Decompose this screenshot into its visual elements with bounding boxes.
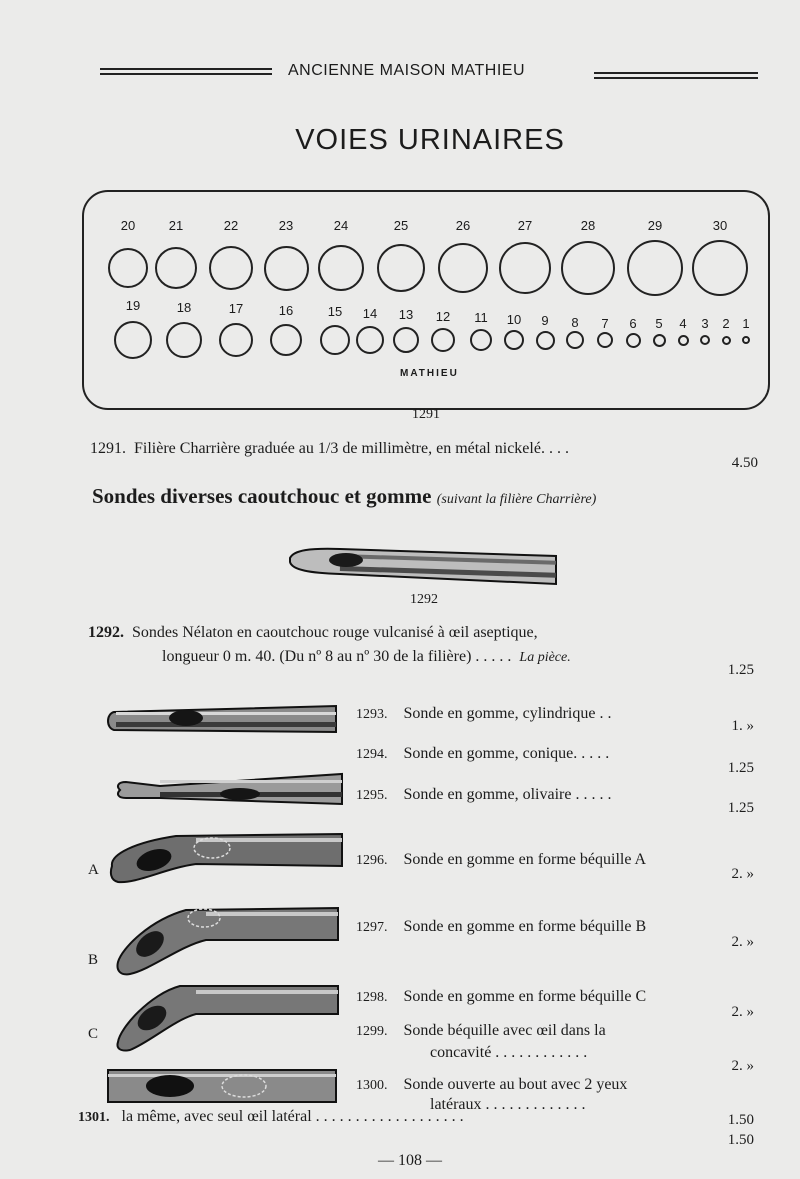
gauge-number-3: 3	[701, 316, 709, 331]
item-1301	[78, 1108, 464, 1126]
gauge-number-18: 18	[176, 299, 192, 315]
price-1300: 1.50	[727, 1112, 754, 1128]
gauge-hole-4	[678, 335, 689, 346]
item-number: 1300.	[356, 1078, 388, 1093]
gauge-hole-17	[219, 323, 253, 357]
price-1291: 4.50	[731, 455, 758, 471]
header-rule-right	[594, 72, 758, 79]
item-number: 1292.	[88, 624, 124, 641]
gauge-hole-15	[320, 325, 350, 355]
item-1299-line1	[356, 1022, 606, 1040]
item-text: Sonde en gomme en forme béquille B	[403, 918, 647, 935]
gauge-hole-5	[653, 334, 666, 347]
gauge-number-13: 13	[398, 307, 414, 322]
price-1301: 1.50	[727, 1132, 754, 1148]
figure-letter-b: B	[88, 952, 99, 968]
catheter-1295-illustration	[110, 770, 346, 810]
gauge-number-7: 7	[601, 316, 609, 331]
gauge-hole-23	[264, 246, 309, 291]
gauge-number-15: 15	[327, 304, 343, 319]
gauge-number-29: 29	[647, 218, 663, 233]
item-text: Sondes Nélaton en caoutchouc rouge vulcanisé à œil aseptique,	[132, 624, 538, 641]
gauge-hole-1	[742, 336, 750, 344]
section-title	[92, 484, 596, 509]
gauge-hole-20	[108, 248, 148, 288]
section-heading: Sondes diverses caoutchouc et gomme	[92, 484, 432, 508]
item-1291	[90, 440, 569, 458]
item-1293	[356, 705, 611, 723]
price-1297: 2. »	[731, 934, 754, 950]
item-number: 1294.	[356, 747, 388, 762]
gauge-maker-label: MATHIEU	[400, 368, 459, 379]
gauge-hole-10	[504, 330, 524, 350]
section-note: (suivant la filière Charrière)	[436, 492, 597, 507]
gauge-number-10: 10	[506, 311, 522, 327]
gauge-hole-22	[209, 246, 253, 290]
gauge-hole-27	[499, 242, 551, 294]
gauge-hole-30	[692, 240, 748, 296]
page-number: — 108 —	[378, 1152, 442, 1169]
item-number: 1295.	[356, 788, 388, 803]
item-number: 1298.	[356, 990, 388, 1005]
gauge-number-12: 12	[435, 308, 451, 324]
item-number: 1293.	[356, 707, 388, 722]
catheter-1297-illustration	[110, 900, 344, 980]
gauge-number-26: 26	[455, 218, 471, 233]
gauge-hole-14	[356, 326, 384, 354]
gauge-hole-26	[438, 243, 488, 293]
item-number: 1301.	[78, 1110, 110, 1125]
gauge-number-21: 21	[168, 218, 184, 233]
item-text: Sonde en gomme en forme béquille A	[403, 851, 647, 868]
gauge-hole-19	[114, 321, 152, 359]
gauge-number-11: 11	[474, 310, 488, 325]
item-1299-line2	[430, 1044, 587, 1062]
price-1298: 2. »	[731, 1004, 754, 1020]
catheter-1298-illustration	[110, 980, 344, 1054]
catheter-1292-illustration	[280, 540, 570, 592]
gauge-hole-28	[561, 241, 615, 295]
gauge-hole-16	[270, 324, 302, 356]
header-rule-left	[100, 68, 272, 75]
gauge-hole-24	[318, 245, 364, 291]
item-text: Sonde béquille avec œil dans la	[403, 1022, 606, 1039]
gauge-number-6: 6	[629, 316, 637, 331]
gauge-number-16: 16	[278, 302, 294, 318]
item-text: la même, avec seul œil latéral . . . . . . . . . . . . . . . . . . .	[121, 1108, 464, 1125]
gauge-number-9: 9	[541, 313, 549, 328]
figure-letter-a: A	[88, 862, 99, 878]
gauge-number-27: 27	[517, 218, 533, 233]
gauge-number-5: 5	[655, 316, 663, 331]
catheter-1296-illustration	[106, 828, 346, 890]
item-1294	[356, 745, 609, 763]
gauge-hole-12	[431, 328, 455, 352]
gauge-number-28: 28	[580, 218, 596, 233]
gauge-number-25: 25	[393, 218, 409, 233]
gauge-number-17: 17	[228, 301, 244, 316]
gauge-number-20: 20	[120, 218, 136, 233]
item-1295	[356, 786, 611, 804]
gauge-hole-25	[377, 244, 425, 292]
item-1292-line1	[88, 624, 538, 642]
item-1297	[356, 918, 646, 936]
catheter-1300-illustration	[104, 1066, 340, 1108]
item-1296	[356, 851, 646, 869]
gauge-hole-29	[627, 240, 683, 296]
gauge-hole-18	[166, 322, 202, 358]
item-text: Sonde en gomme en forme béquille C	[403, 988, 647, 1005]
gauge-number-14: 14	[362, 305, 378, 321]
item-number: 1296.	[356, 853, 388, 868]
gauge-number-24: 24	[333, 218, 349, 233]
gauge-hole-21	[155, 247, 197, 289]
item-text: concavité . . . . . . . . . . . .	[430, 1044, 588, 1061]
item-text: Sonde en gomme, cylindrique . .	[403, 705, 612, 722]
price-1296: 2. »	[731, 866, 754, 882]
gauge-number-4: 4	[679, 316, 687, 331]
gauge-hole-11	[470, 329, 492, 351]
catheter-1293-illustration	[104, 700, 344, 740]
item-1300-line1	[356, 1076, 627, 1094]
item-number: 1299.	[356, 1024, 388, 1039]
price-1295: 1.25	[727, 800, 754, 816]
gauge-number-22: 22	[223, 218, 239, 233]
unit-label: La pièce.	[519, 650, 571, 665]
gauge-hole-7	[597, 332, 613, 348]
gauge-number-23: 23	[278, 218, 294, 233]
price-1292: 1.25	[727, 662, 754, 678]
gauge-number-2: 2	[722, 316, 730, 331]
gauge-hole-8	[566, 331, 584, 349]
item-text: Filière Charrière graduée au 1/3 de millimètre, en métal nickelé. . . .	[134, 440, 569, 457]
figure-letter-c: C	[88, 1026, 99, 1042]
item-text: Sonde en gomme, olivaire . . . . .	[403, 786, 612, 803]
item-text: Sonde en gomme, conique. . . . .	[403, 745, 610, 762]
item-text: longueur 0 m. 40. (Du nº 8 au nº 30 de la filière) . . . . .	[162, 648, 512, 665]
price-1293: 1. »	[731, 718, 754, 734]
gauge-number-8: 8	[571, 314, 579, 330]
price-1294: 1.25	[727, 760, 754, 776]
gauge-number-1: 1	[742, 316, 750, 331]
running-header: ANCIENNE MAISON MATHIEU	[288, 62, 525, 79]
gauge-hole-2	[722, 336, 731, 345]
page-title: VOIES URINAIRES	[295, 124, 565, 156]
price-1299: 2. »	[731, 1058, 754, 1074]
item-text: Sonde ouverte au bout avec 2 yeux	[403, 1076, 628, 1093]
item-number: 1297.	[356, 920, 388, 935]
item-1298	[356, 988, 646, 1006]
item-text: latéraux . . . . . . . . . . . . .	[430, 1096, 586, 1113]
gauge-number-19: 19	[125, 298, 141, 313]
gauge-hole-13	[393, 327, 419, 353]
gauge-hole-3	[700, 335, 710, 345]
figure-caption-1291: 1291	[412, 407, 440, 422]
gauge-number-30: 30	[712, 218, 728, 233]
item-number: 1291.	[90, 440, 126, 457]
gauge-hole-6	[626, 333, 641, 348]
gauge-hole-9	[536, 331, 555, 350]
figure-caption-1292: 1292	[410, 592, 438, 607]
item-1292-line2	[162, 648, 571, 666]
